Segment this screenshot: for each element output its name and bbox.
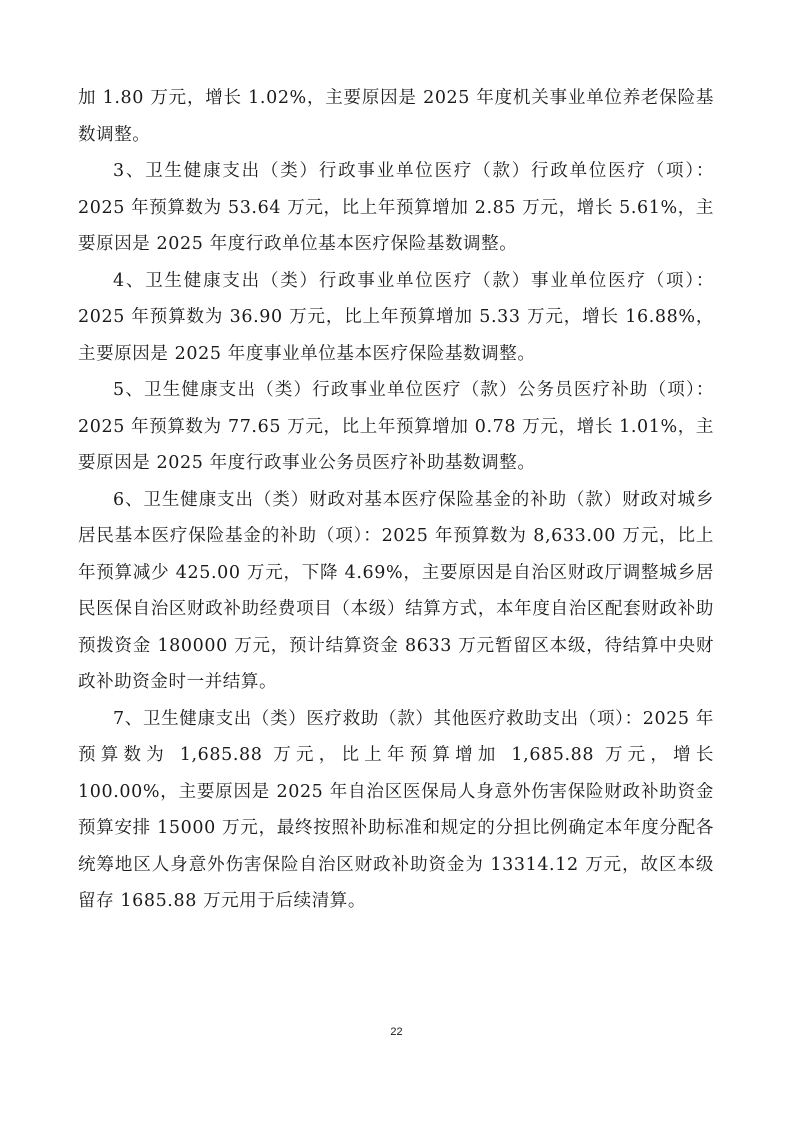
- paragraph-item-7: 7、卫生健康支出（类）医疗救助（款）其他医疗救助支出（项）：2025 年预算数为 1,685.88 万元，比上年预算增加 1,685.88 万元，增长 100.00%，主要原因是 2025 年自治区医保局人身意外伤害保险财政补助资金预算安排 15000 万元，最终按照补助标准和规定的分担比例确定本年度分配各统筹地区人身意外伤害保险自治区财政补助资金为 13314.12 万元，故区本级留存 1685.88 万元用于后续清算。: [78, 708, 714, 911]
- document-body: [78, 80, 714, 920]
- paragraph-continuation: 加 1.80 万元，增长 1.02%，主要原因是 2025 年度机关事业单位养老保险基数调整。: [78, 88, 714, 145]
- paragraph-item-4: 4、卫生健康支出（类）行政事业单位医疗（款）事业单位医疗（项）：2025 年预算数为 36.90 万元，比上年预算增加 5.33 万元，增长 16.88%，主要原因是 2025 年度事业单位基本医疗保险基数调整。: [78, 270, 714, 364]
- paragraph-item-3: 3、卫生健康支出（类）行政事业单位医疗（款）行政单位医疗（项）：2025 年预算数为 53.64 万元，比上年预算增加 2.85 万元，增长 5.61%，主要原因是 2025 年度行政单位基本医疗保险基数调整。: [78, 161, 714, 254]
- paragraph-item-5: 5、卫生健康支出（类）行政事业单位医疗（款）公务员医疗补助（项）：2025 年预算数为 77.65 万元，比上年预算增加 0.78 万元，增长 1.01%，主要原因是 2025 年度行政事业公务员医疗补助基数调整。: [78, 380, 714, 473]
- page-number: 22: [390, 1026, 403, 1038]
- paragraph-item-6: 6、卫生健康支出（类）财政对基本医疗保险基金的补助（款）财政对城乡居民基本医疗保险基金的补助（项）：2025 年预算数为 8,633.00 万元，比上年预算减少 425.00 万元，下降 4.69%，主要原因是自治区财政厅调整城乡居民医保自治区财政补助经费项目（本级）结算方式，本年度自治区配套财政补助预拨资金 180000 万元，预计结算资金 8633 万元暂留区本级，待结算中央财政补助资金时一并结算。: [78, 489, 714, 692]
